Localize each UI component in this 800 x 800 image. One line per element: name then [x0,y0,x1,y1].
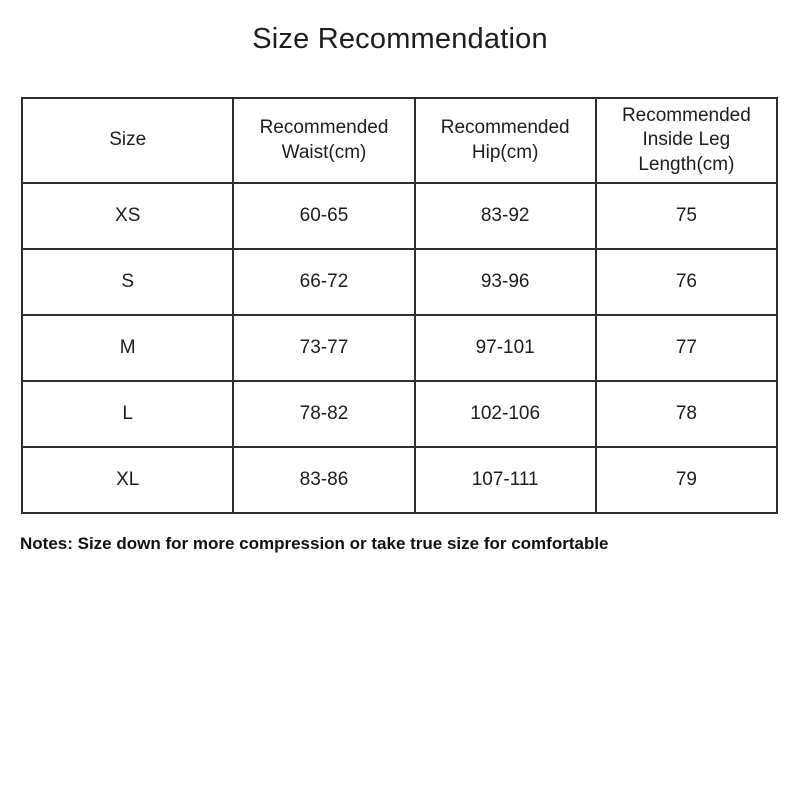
column-header-hip [415,98,596,183]
table-row [22,447,777,513]
column-header-waist [233,98,414,183]
cell-size: M [22,315,233,381]
column-header-line: Length(cm) [638,153,735,175]
header-row [22,98,777,183]
cell-waist: 78-82 [233,381,414,447]
cell-waist: 60-65 [233,183,414,249]
cell-hip: 107-111 [415,447,596,513]
table-row [22,249,777,315]
cell-inside-leg: 76 [596,249,777,315]
cell-hip: 97-101 [415,315,596,381]
cell-waist: 73-77 [233,315,414,381]
column-header-line: Hip(cm) [471,141,539,163]
cell-size: XL [22,447,233,513]
table-row [22,315,777,381]
cell-waist: 83-86 [233,447,414,513]
cell-size: XS [22,183,233,249]
cell-size: L [22,381,233,447]
column-header-line: Recommended [621,105,751,127]
size-table-head [22,98,777,183]
size-table [21,97,778,514]
cell-inside-leg: 75 [596,183,777,249]
page-title: Size Recommendation [252,23,548,55]
column-header-line: Size [109,129,147,151]
table-row [22,381,777,447]
cell-hip: 102-106 [415,381,596,447]
cell-inside-leg: 79 [596,447,777,513]
size-table-body [22,183,777,513]
notes-text: Notes: Size down for more compression or take true size for comfortable [20,534,609,553]
column-header-size [22,98,233,183]
cell-hip: 93-96 [415,249,596,315]
column-header-line: Waist(cm) [281,141,367,163]
column-header-line: Recommended [259,117,389,139]
cell-size: S [22,249,233,315]
cell-inside-leg: 78 [596,381,777,447]
cell-hip: 83-92 [415,183,596,249]
cell-inside-leg: 77 [596,315,777,381]
table-row [22,183,777,249]
column-header-line: Recommended [440,117,570,139]
column-header-line: Inside Leg [642,129,731,151]
column-header-inside-leg [596,98,777,183]
cell-waist: 66-72 [233,249,414,315]
